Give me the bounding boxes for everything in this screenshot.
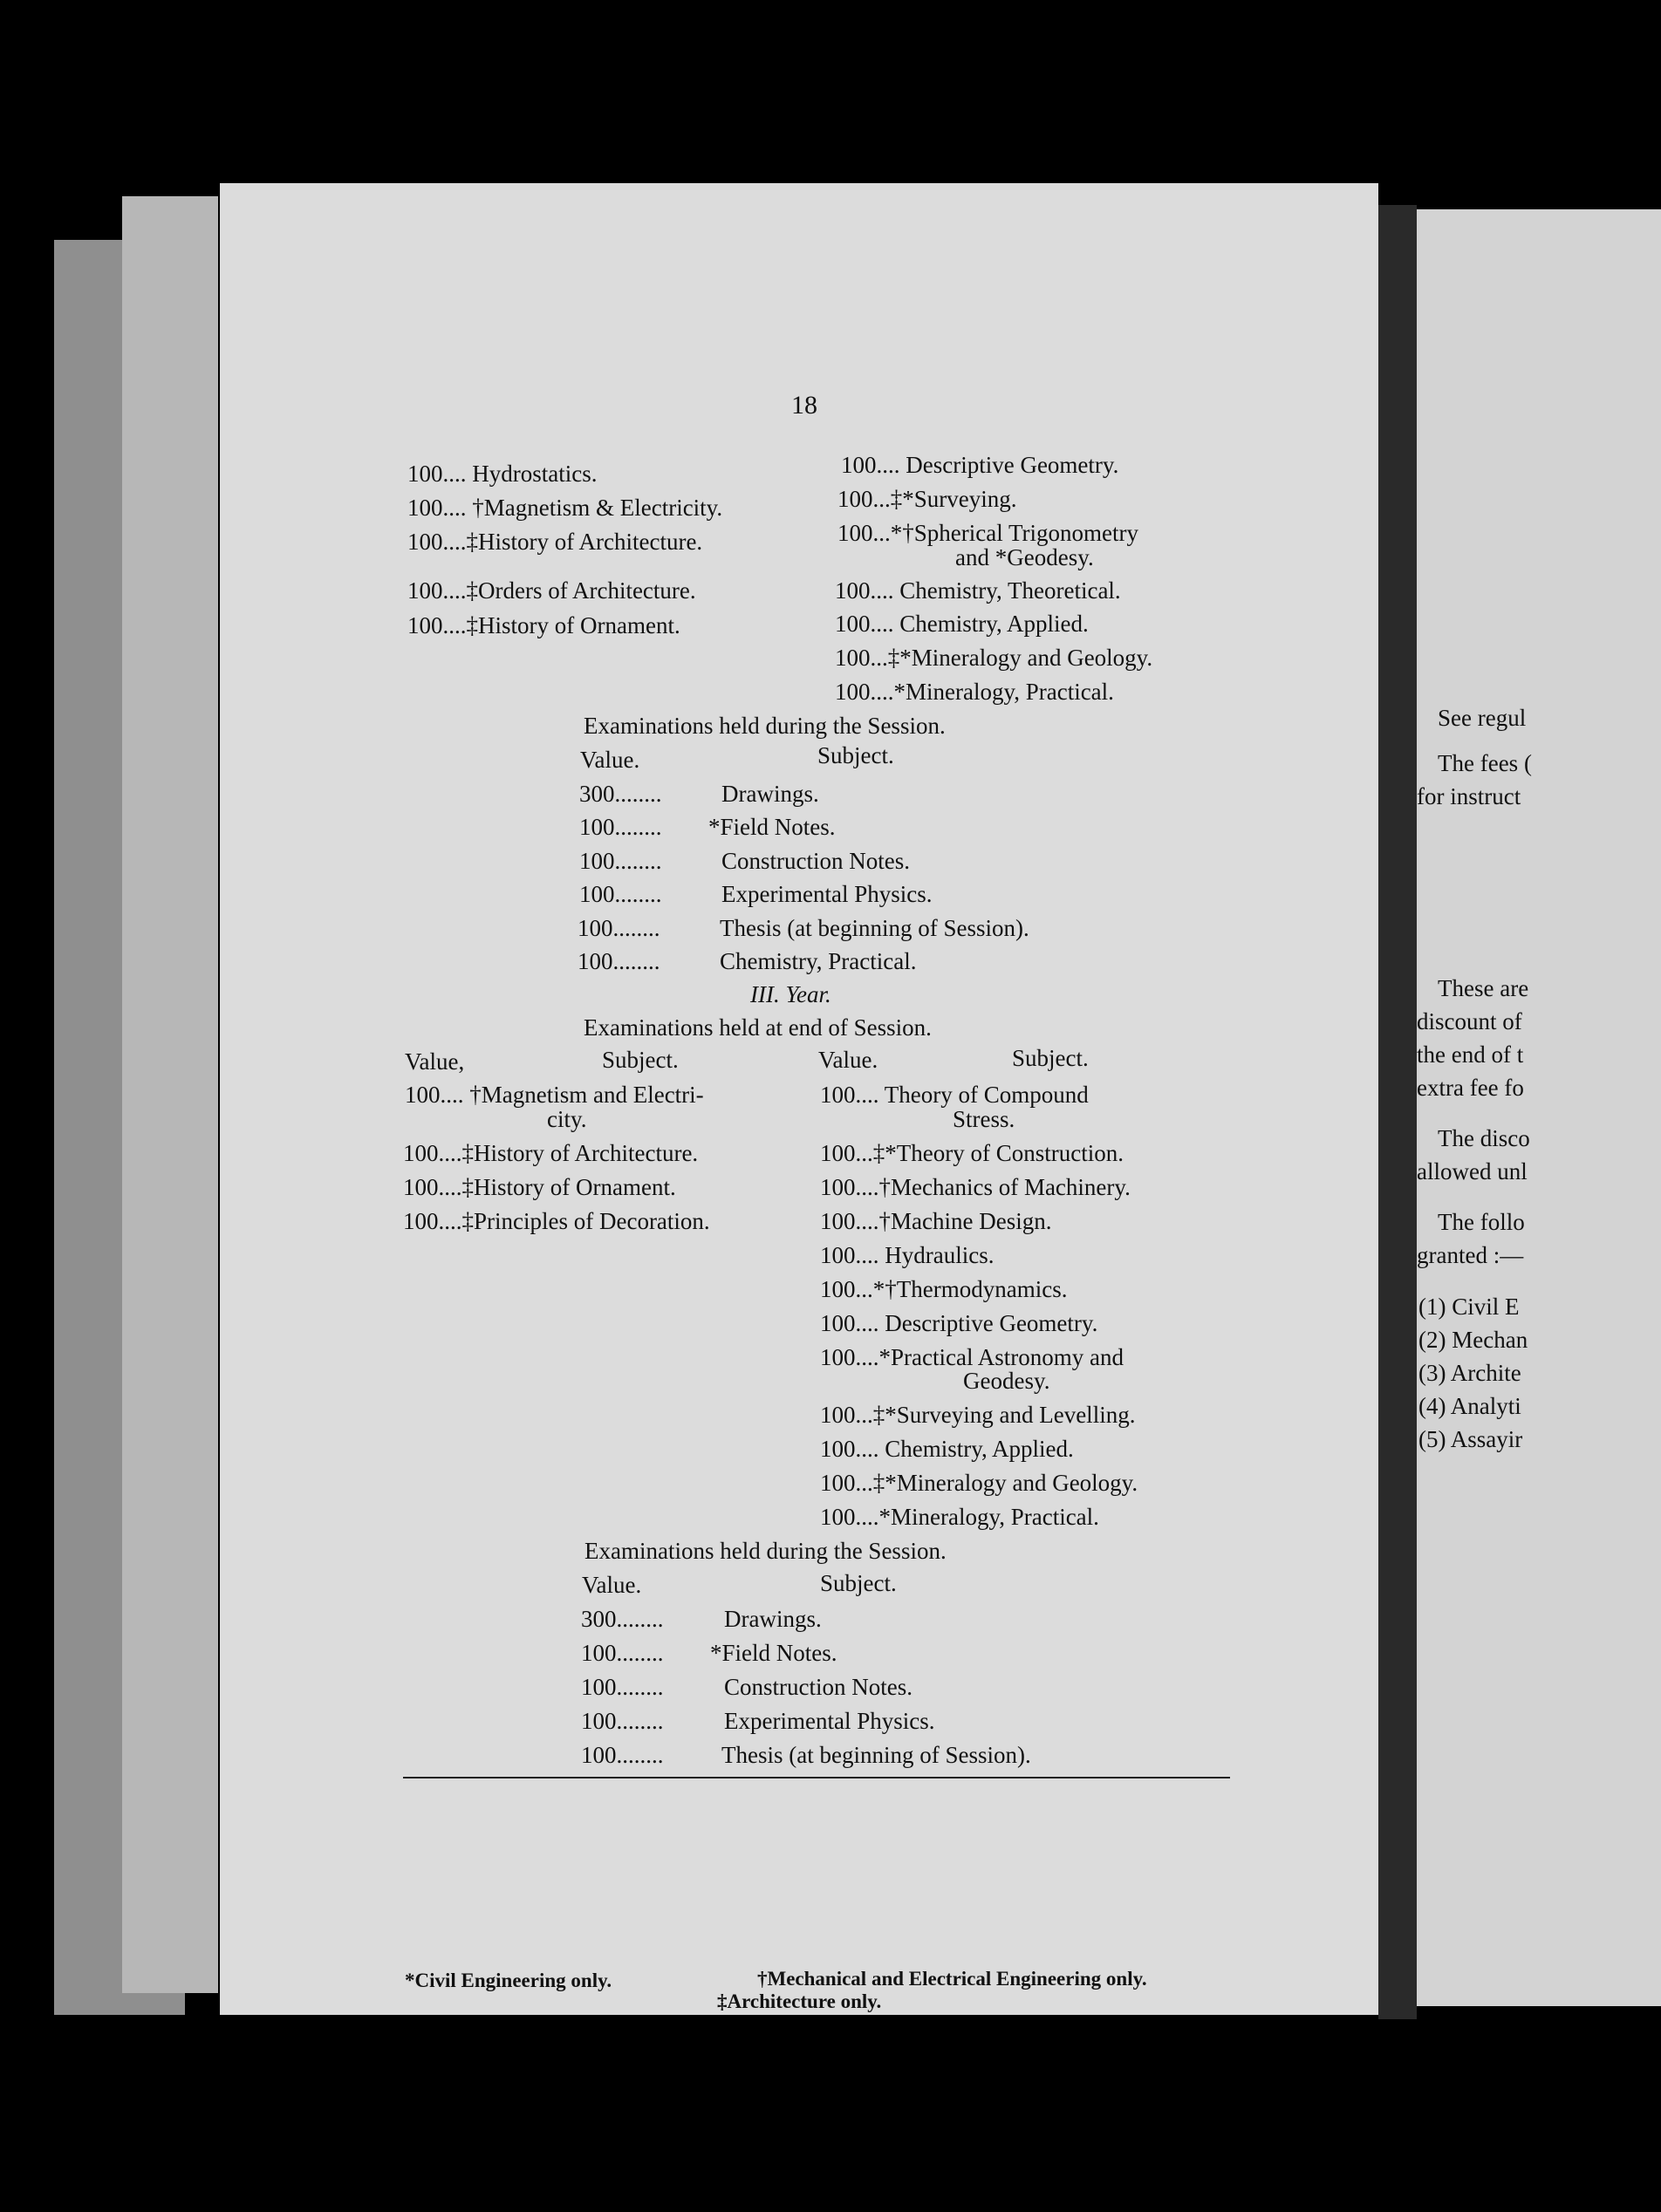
ii-session-subject-5: Thesis (at beginning of Session).	[720, 915, 1029, 941]
footnote-mechanical: †Mechanical and Electrical Engineering only.	[757, 1968, 1147, 1990]
iii-session-value-4: 100........	[581, 1708, 664, 1734]
iii-end-right-2: 100...‡*Theory of Construction.	[820, 1140, 1124, 1166]
ii-session-value-5: 100........	[578, 915, 660, 941]
iii-end-left-1b: city.	[547, 1106, 587, 1132]
right-fragment-6: the end of t	[1417, 1041, 1524, 1068]
iii-end-right-6: 100...*†Thermodynamics.	[820, 1276, 1068, 1302]
iii-session-value-3: 100........	[581, 1674, 664, 1700]
iii-right-value-header: Value.	[818, 1047, 878, 1073]
iii-right-subject-header: Subject.	[1012, 1045, 1089, 1071]
ii-end-right-4: 100.... Chemistry, Theoretical.	[835, 577, 1121, 604]
right-fragment-16: (5) Assayir	[1418, 1426, 1523, 1452]
iii-end-left-1: 100.... †Magnetism and Electri-	[405, 1082, 704, 1108]
right-fragment-5: discount of	[1417, 1008, 1522, 1034]
ii-end-left-2: 100.... †Magnetism & Electricity.	[407, 495, 723, 521]
ii-end-left-3: 100....‡History of Architecture.	[407, 529, 703, 555]
right-fragment-11: granted :—	[1417, 1242, 1524, 1268]
iii-session-heading: Examinations held during the Session.	[584, 1538, 947, 1564]
ii-session-heading: Examinations held during the Session.	[584, 713, 946, 739]
iii-end-right-5: 100.... Hydraulics.	[820, 1242, 995, 1268]
page-gutter	[1378, 205, 1417, 2019]
iii-end-right-3: 100....†Mechanics of Machinery.	[820, 1174, 1131, 1200]
right-fragment-15: (4) Analyti	[1418, 1393, 1521, 1419]
iii-end-right-8: 100....*Practical Astronomy and	[820, 1344, 1124, 1370]
ii-session-subject-1: Drawings.	[721, 781, 819, 807]
iii-left-subject-header: Subject.	[602, 1047, 679, 1073]
right-fragment-13: (2) Mechan	[1418, 1327, 1528, 1353]
iii-end-right-9: 100...‡*Surveying and Levelling.	[820, 1402, 1136, 1428]
iii-session-subject-5: Thesis (at beginning of Session).	[721, 1742, 1031, 1768]
iii-end-right-1: 100.... Theory of Compound	[820, 1082, 1089, 1108]
iii-session-subject-1: Drawings.	[724, 1606, 822, 1632]
right-fragment-12: (1) Civil E	[1418, 1294, 1520, 1320]
iii-year-heading: III. Year.	[750, 981, 831, 1007]
ii-end-left-5: 100....‡History of Ornament.	[407, 612, 680, 638]
right-fragment-7: extra fee fo	[1417, 1075, 1524, 1101]
footnote-civil: *Civil Engineering only.	[405, 1970, 612, 1991]
footnote-architecture: ‡Architecture only.	[717, 1990, 882, 2012]
iii-end-left-3: 100....‡History of Ornament.	[403, 1174, 676, 1200]
ii-session-value-3: 100........	[579, 848, 662, 874]
ii-end-right-1: 100.... Descriptive Geometry.	[841, 452, 1119, 478]
iii-left-value-header: Value,	[405, 1048, 465, 1075]
right-fragment-9: allowed unl	[1417, 1158, 1528, 1185]
ii-session-subject-6: Chemistry, Practical.	[720, 948, 917, 974]
ii-end-right-3b: and *Geodesy.	[955, 544, 1094, 570]
iii-session-value-5: 100........	[581, 1742, 664, 1768]
ii-session-value-1: 300........	[579, 781, 662, 807]
right-fragment-3: for instruct	[1417, 783, 1521, 809]
ii-session-value-6: 100........	[578, 948, 660, 974]
footnote-rule	[403, 1777, 1230, 1778]
iii-end-right-1b: Stress.	[953, 1106, 1015, 1132]
iii-end-left-2: 100....‡History of Architecture.	[403, 1140, 699, 1166]
iii-session-value-2: 100........	[581, 1640, 664, 1666]
iii-end-right-7: 100.... Descriptive Geometry.	[820, 1310, 1098, 1336]
ii-session-subject-4: Experimental Physics.	[721, 881, 933, 907]
left-page	[220, 183, 1378, 2015]
iii-value-header: Value.	[582, 1572, 642, 1598]
iii-subject-header: Subject.	[820, 1570, 897, 1596]
ii-session-value-4: 100........	[579, 881, 662, 907]
iii-end-right-12: 100....*Mineralogy, Practical.	[820, 1504, 1099, 1530]
right-fragment-10: The follo	[1438, 1209, 1525, 1235]
ii-end-left-1: 100.... Hydrostatics.	[407, 461, 598, 487]
ii-session-subject-2: *Field Notes.	[708, 814, 836, 840]
ii-session-value-2: 100........	[579, 814, 662, 840]
right-fragment-1: See regul	[1438, 705, 1527, 731]
ii-end-left-4: 100....‡Orders of Architecture.	[407, 577, 696, 604]
iii-end-right-10: 100.... Chemistry, Applied.	[820, 1436, 1074, 1462]
ii-end-right-2: 100...‡*Surveying.	[837, 486, 1017, 512]
right-fragment-8: The disco	[1438, 1125, 1530, 1151]
ii-subject-header: Subject.	[817, 742, 894, 768]
iii-session-value-1: 300........	[581, 1606, 664, 1632]
ii-end-right-3: 100...*†Spherical Trigonometry	[837, 520, 1138, 546]
ii-end-right-6: 100...‡*Mineralogy and Geology.	[835, 645, 1153, 671]
ii-value-header: Value.	[580, 747, 640, 773]
ii-session-subject-3: Construction Notes.	[721, 848, 910, 874]
iii-session-subject-2: *Field Notes.	[710, 1640, 837, 1666]
iii-end-heading: Examinations held at end of Session.	[584, 1014, 932, 1041]
book-edge-inner	[122, 196, 218, 1993]
iii-session-subject-3: Construction Notes.	[724, 1674, 913, 1700]
iii-end-right-11: 100...‡*Mineralogy and Geology.	[820, 1470, 1138, 1496]
right-fragment-14: (3) Archite	[1418, 1360, 1521, 1386]
right-page	[1417, 209, 1661, 2006]
iii-session-subject-4: Experimental Physics.	[724, 1708, 935, 1734]
right-fragment-4: These are	[1438, 975, 1529, 1001]
ii-end-right-7: 100....*Mineralogy, Practical.	[835, 679, 1114, 705]
iii-end-right-8b: Geodesy.	[963, 1368, 1050, 1394]
right-fragment-2: The fees (	[1438, 750, 1532, 776]
ii-end-right-5: 100.... Chemistry, Applied.	[835, 611, 1089, 637]
iii-end-left-4: 100....‡Principles of Decoration.	[403, 1208, 710, 1234]
iii-end-right-4: 100....†Machine Design.	[820, 1208, 1052, 1234]
page-number: 18	[791, 391, 817, 420]
